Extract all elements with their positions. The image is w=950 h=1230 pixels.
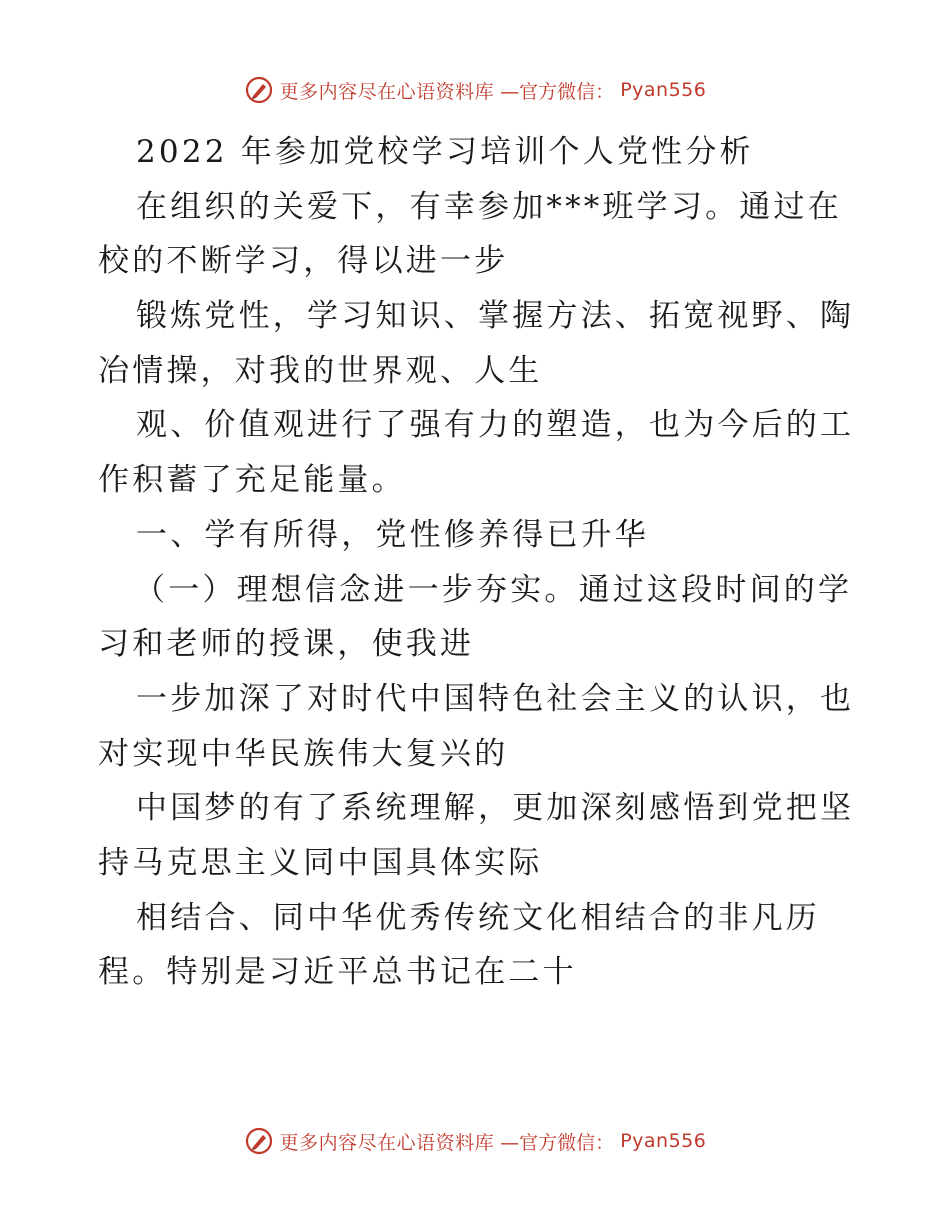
watermark-text: 更多内容尽在心语资料库 — [279, 80, 495, 103]
paragraph-line: 对实现中华民族伟大复兴的 — [98, 735, 509, 772]
watermark-text: 更多内容尽在心语资料库 — [279, 1131, 495, 1154]
watermark-header — [0, 73, 950, 107]
watermark-wechat-id: Pyan556 — [620, 79, 707, 101]
document-title: 2022 年参加党校学习培训个人党性分析 — [136, 134, 754, 170]
paragraph-line: 作积蓄了充足能量。 — [98, 462, 406, 499]
paragraph-line: 校的不断学习，得以进一步 — [98, 243, 509, 280]
paragraph-line: 锻炼党性，学习知识、掌握方法、拓宽视野、陶 — [136, 298, 855, 335]
subsection-heading-line: （一）理想信念进一步夯实。通过这段时间的学 — [134, 571, 853, 608]
paragraph-line: 习和老师的授课，使我进 — [98, 626, 475, 663]
watermark-footer — [0, 1124, 950, 1158]
watermark-separator: —官方微信： — [500, 1131, 615, 1154]
paragraph-line: 相结合、同中华优秀传统文化相结合的非凡历 — [136, 899, 820, 936]
watermark-wechat-id: Pyan556 — [620, 1130, 707, 1152]
paragraph-line: 持马克思主义同中国具体实际 — [98, 844, 543, 881]
paragraph-line: 冶情操，对我的世界观、人生 — [98, 352, 543, 389]
paragraph-line: 中国梦的有了系统理解，更加深刻感悟到党把坚 — [136, 790, 855, 827]
pen-logo-icon — [244, 75, 274, 105]
watermark-separator: —官方微信： — [500, 80, 615, 103]
section-heading: 一、学有所得，党性修养得已升华 — [136, 516, 649, 553]
paragraph-line: 一步加深了对时代中国特色社会主义的认识，也 — [136, 680, 855, 717]
pen-logo-icon — [244, 1126, 274, 1156]
paragraph-line: 程。特别是习近平总书记在二十 — [98, 954, 577, 991]
paragraph-line: 观、价值观进行了强有力的塑造，也为今后的工 — [136, 407, 855, 444]
document-body — [98, 125, 858, 1000]
paragraph-line: 在组织的关爱下，有幸参加***班学习。通过在 — [136, 188, 842, 225]
